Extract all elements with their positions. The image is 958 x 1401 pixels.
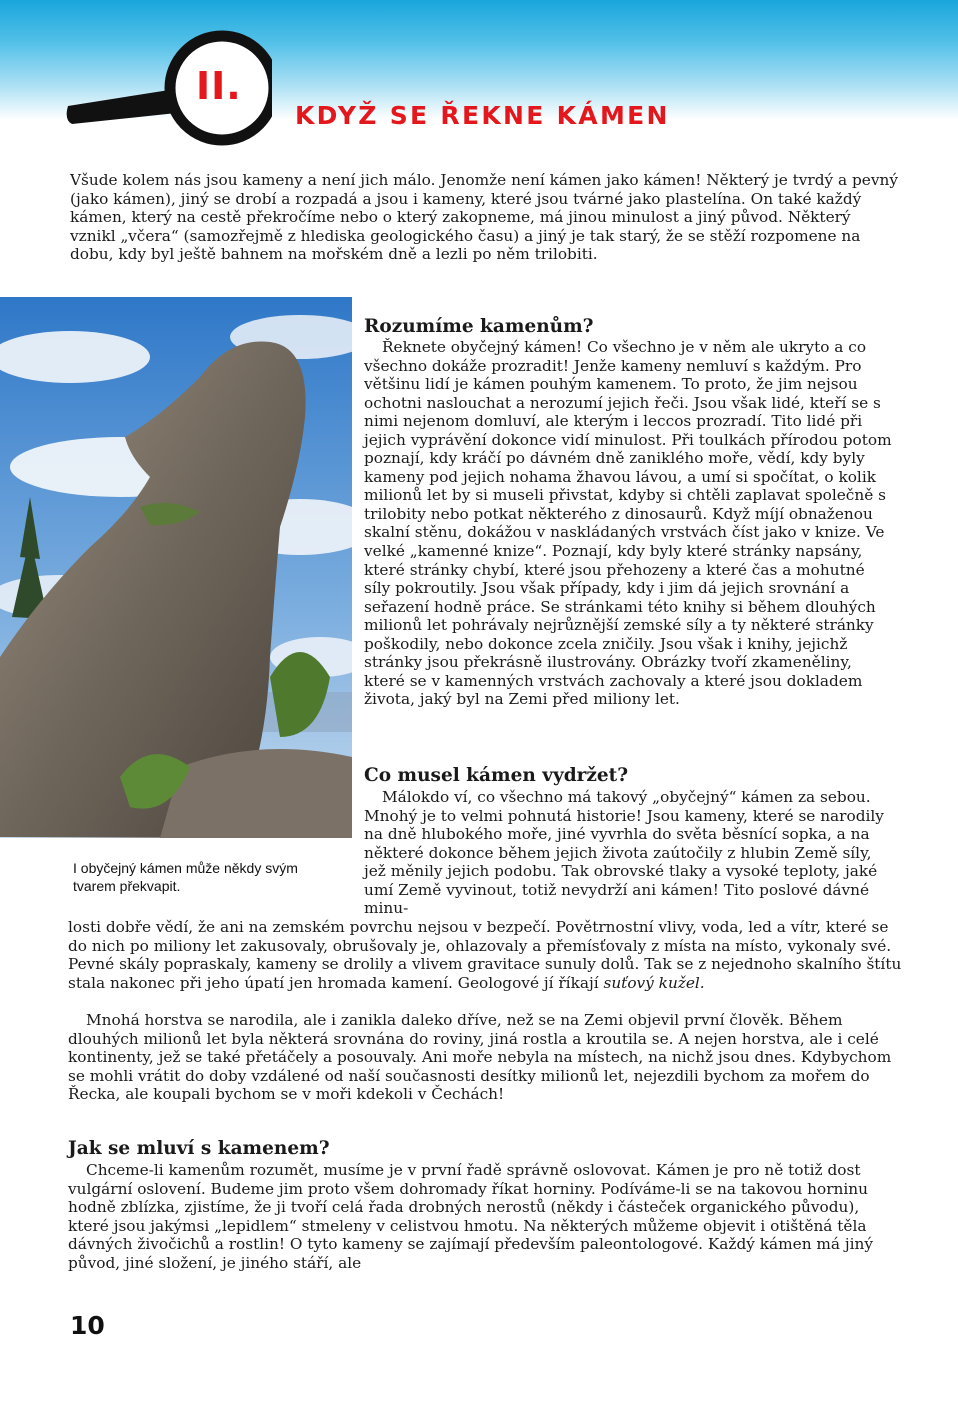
section2-paragraph-2: Mnohá horstva se narodila, ale i zanikla daleko dříve, než se na Zemi objevil první člověk. Během dlouhých milionů let byla některá srovnána do roviny, jiná rostla a kroutila se. A nejen horstva, ale i celé kontinenty, jež se také přetáčely a posouvaly. Ani moře nebyla na místech, na nichž jsou dnes. Kdybychom se mohli vrátit do doby vzdálené od naší současnosti desítky milionů let, nejezdili bychom za mořem do Řecka, ale koupali bychom se v moři kdekoli v Čechách! xyxy=(68,1011,892,1104)
section3-text: Chceme-li kamenům rozumět, musíme je v první řadě správně oslovovat. Kámen je pro ně totiž dost vulgární oslovení. Budeme jim proto všem dohromady říkat horniny. Podíváme-li se na takovou horninu hodně zblízka, zjistíme, že ji tvoří celá řada drobných nerostů (někdy i částeček organického původu), které jsou jakýmsi „lepidlem“ stmeleny v celistvou hmotu. Na některých můžeme objevit i otištěná těla dávných živočichů a rostlin! O tyto kameny se zajímají především paleontologové. Každý kámen má jiný původ, jiné složení, je jiného stáří, ale xyxy=(68,1161,874,1272)
chapter-title: KDYŽ SE ŘEKNE KÁMEN xyxy=(295,101,670,130)
chapter-number: II. xyxy=(196,64,242,108)
heading-rozumime: Rozumíme kamenům? xyxy=(364,316,594,337)
section2-text-full-body: losti dobře vědí, že ani na zemském povrchu nejsou v bezpečí. Povětrnostní vlivy, voda, led a vítr, které se do nich po miliony let zakusovaly, obrušovaly je, ohlazovaly a přemísťovaly z místa na místo, vykonaly své. Pevné skály popraskaly, kameny se drolily a vlivem gravitace sunuly dolů. Tak se z nejednoho skalního štítu stala nakonec při jeho úpatí jen hromada kamení. Geologové jí říkají xyxy=(68,918,902,992)
rock-formation-photo xyxy=(0,297,352,838)
intro-paragraph: Všude kolem nás jsou kameny a není jich málo. Jenomže není kámen jako kámen! Některý je tvrdý a pevný (jako kámen), jiný se drobí a rozpadá a jsou i kameny, které jsou tvárné jako plastelína. On také každý kámen, který na cestě překročíme nebo o který zakopneme, má jinou minulost a jiný původ. Některý vznikl „včera“ (samozřejmě z hlediska geologického času) a jiný je tak starý, že se stěží rozpomene na dobu, kdy byl ještě bahnem na mořském dně a lezli po něm trilobiti. xyxy=(70,171,898,264)
heading-jak-se-mluvi: Jak se mluví s kamenem? xyxy=(68,1138,330,1159)
photo-caption: I obyčejný kámen může někdy svým tvarem překvapit. xyxy=(73,860,298,894)
term-sutovy-kuzel: suťový kužel. xyxy=(603,973,705,992)
heading-co-musel: Co musel kámen vydržet? xyxy=(364,765,629,786)
section2-text-full xyxy=(68,918,904,992)
page-number: 10 xyxy=(70,1311,105,1340)
section2-text-column: Málokdo ví, co všechno má takový „obyčejný“ kámen za sebou. Mnohý je to velmi pohnutá historie! Jsou kameny, které se narodily na dně hlubokého moře, jiné vyvrhla do světa běsnící sopka, a na některé dokonce během jejich života zaútočily z hlubin Země síly, jež měnily jejich podobu. Tak obrovské tlaky a vysoké teploty, jaké umí Země vyvinout, totiž nevydrží ani kámen! Tito poslové dávné minu- xyxy=(364,788,884,918)
section1-text: Řeknete obyčejný kámen! Co všechno je v něm ale ukryto a co všechno dokáže prozradit! Jenže kameny nemluví s každým. Pro většinu lidí je kámen pouhým kamenem. To proto, že jim nejsou ochotni naslouchat a nerozumí jejich řeči. Jsou však lidé, kteří se s nimi nejenom domluví, ale kterým i leccos prozradí. Tito lidé při jejich vyprávění dokonce vidí minulost. Při toulkách přírodou potom poznají, kdy kráčí po dávném dně zaniklého moře, vědí, kdy byly kameny pod jejich nohama žhavou lávou, a umí si spočítat, o kolik milionů let by si museli přivstat, kdyby si chtěli zaplavat společně s trilobity nebo potkat některého z dinosaurů. Když míjí obnaženou skalní stěnu, dokážou v naskládaných vrstvách číst jako v knize. Ve velké „kamenné knize“. Poznají, kdy byly které stránky napsány, které stránky chybí, které jsou přehozeny a které čas a mohutné síly pokroutily. Jsou však případy, kdy i jim dá jejich srovnání a seřazení hodně práce. Se stránkami této knihy si během dlouhých milionů let pohrávaly nejrůznější zemské síly a ty některé stránky poškodily, nebo dokonce zcela zničily. Jsou však i knihy, jejichž stránky jsou překrásně ilustrovány. Obrázky tvoří zkameněliny, které se v kamenných vrstvách zachovaly a které jsou dokladem života, jaký byl na Zemi před miliony let. xyxy=(364,338,892,709)
